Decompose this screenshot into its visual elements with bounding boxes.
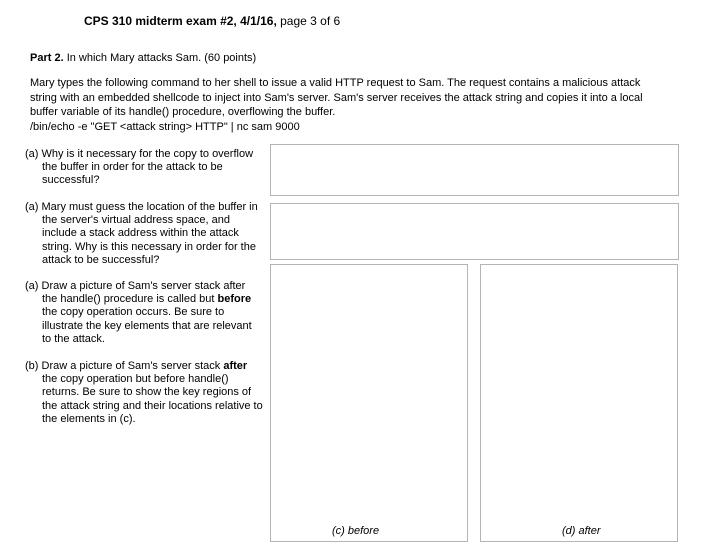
answer-box-guess-location[interactable] (270, 203, 679, 260)
question-line: to the attack. (42, 332, 105, 345)
question-line: attack to be successful? (42, 253, 160, 266)
intro-paragraph (30, 76, 690, 134)
intro-line: Mary types the following command to her shell to issue a valid HTTP request to Sam. The request contains a malicious attack (30, 77, 641, 89)
question-text: (b) Draw a picture of Sam's server stack (25, 360, 224, 372)
command-line: /bin/echo -e "GET <attack string> HTTP" | nc sam 9000 (30, 120, 300, 133)
question-stack-before (25, 280, 270, 346)
intro-line: buffer variable of its handle() procedure, overflowing the buffer. (30, 106, 336, 118)
question-line (25, 360, 270, 373)
question-line: the buffer in order for the attack to be (42, 161, 223, 174)
intro-line: string with an embedded shellcode to inject into Sam's server. Sam's server receives the attack string and copies it into a local (30, 91, 643, 104)
caption-after: (d) after (562, 525, 601, 537)
question-line: returns. Be sure to show the key regions of (42, 386, 252, 399)
part-title: In which Mary attacks Sam. (60 points) (63, 52, 257, 64)
question-text: the handle() procedure is called but (42, 293, 218, 306)
question-line: (a) Draw a picture of Sam's server stack after (25, 280, 246, 292)
emphasis-after: after (223, 360, 248, 372)
part-label: Part 2. (30, 52, 64, 64)
question-line: the elements in (c). (42, 412, 136, 425)
question-line: successful? (42, 174, 100, 187)
emphasis-before: before (217, 293, 252, 306)
question-line: string. Why is this necessary in order for the (42, 240, 256, 253)
question-line: the copy operation but before handle() (42, 373, 229, 386)
answer-box-why-overflow[interactable] (270, 144, 679, 196)
question-line: the attack string and their locations relative to (42, 399, 263, 412)
drawing-box-before[interactable] (270, 264, 468, 542)
question-line: (a) Why is it necessary for the copy to overflow (25, 148, 254, 160)
question-line: (a) Mary must guess the location of the buffer in (25, 201, 258, 213)
part-heading (30, 52, 256, 64)
exam-title: CPS 310 midterm exam #2, 4/1/16, (84, 14, 277, 28)
question-line: the server's virtual address space, and (42, 214, 230, 227)
question-guess-location (25, 201, 270, 267)
page-number: page 3 of 6 (276, 14, 341, 28)
question-line (25, 293, 270, 306)
question-line: illustrate the key elements that are relevant (42, 319, 252, 332)
question-why-overflow (25, 148, 270, 188)
question-line: include a stack address within the attack (42, 227, 239, 240)
page-header (84, 14, 340, 28)
question-stack-after (25, 360, 270, 426)
caption-before: (c) before (332, 525, 380, 537)
drawing-box-after[interactable] (480, 264, 678, 542)
question-line: the copy operation occurs. Be sure to (42, 306, 225, 319)
